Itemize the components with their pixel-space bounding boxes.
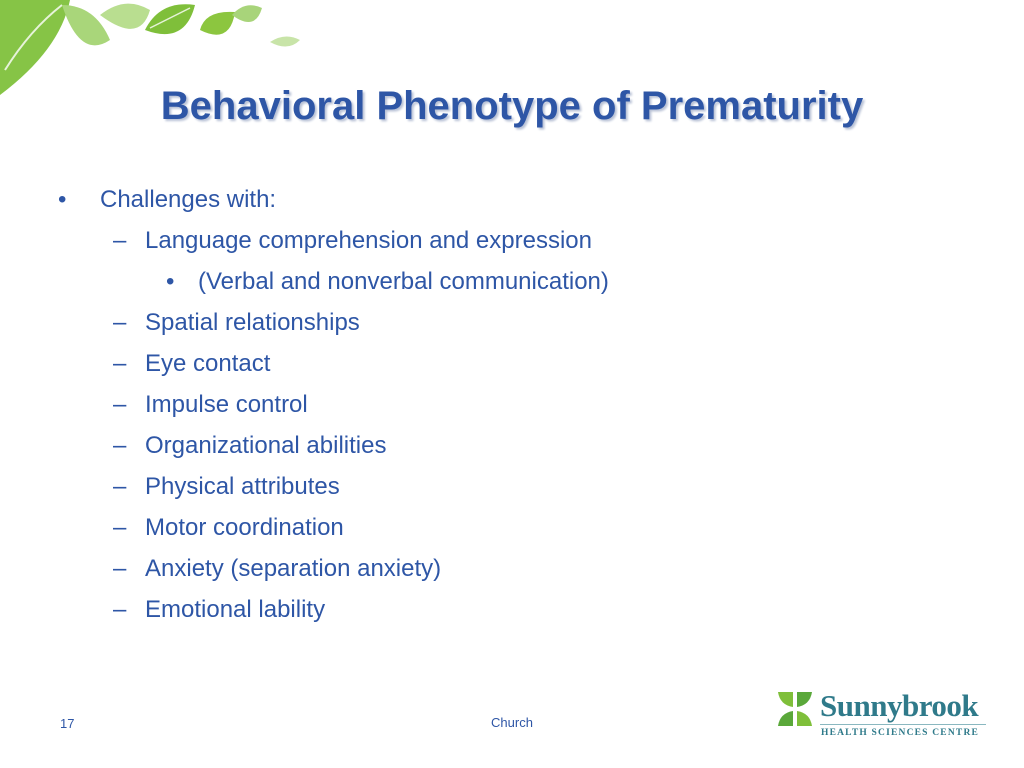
bullet-marker: – [113,350,127,377]
bullet-text: Emotional lability [145,596,326,623]
bullet-text: Spatial relationships [145,309,360,336]
bullet-text: Language comprehension and expression [145,227,592,254]
bullet-marker: – [113,514,127,541]
logo-name: Sunnybrook [820,688,979,723]
bullet-marker: – [113,596,127,623]
slide-title: Behavioral Phenotype of Prematurity [160,84,864,128]
bullet-marker: – [113,473,127,500]
bullet-marker: – [113,432,127,459]
bullet-text: Physical attributes [145,473,340,500]
bullet-marker: • [58,186,67,213]
bullet-text: (Verbal and nonverbal communication) [198,268,609,295]
bullet-text: Motor coordination [145,514,344,541]
bullet-text: Challenges with: [100,186,277,213]
sunnybrook-leaf-logo-icon [776,690,814,728]
bullet-text: Organizational abilities [145,432,387,459]
sunnybrook-logo [776,690,990,744]
bullet-text: Impulse control [145,391,308,418]
slide-number: 17 [60,716,75,731]
footer-text: Church [491,715,533,730]
bullet-marker: – [113,391,127,418]
bullet-marker: – [113,227,127,254]
bullet-marker: • [166,268,175,295]
bullet-text: Eye contact [145,350,271,377]
bullet-text: Anxiety (separation anxiety) [145,555,442,582]
logo-divider [820,724,986,725]
logo-subtitle: HEALTH SCIENCES CENTRE [821,728,980,738]
bullet-marker: – [113,309,127,336]
bullet-marker: – [113,555,127,582]
